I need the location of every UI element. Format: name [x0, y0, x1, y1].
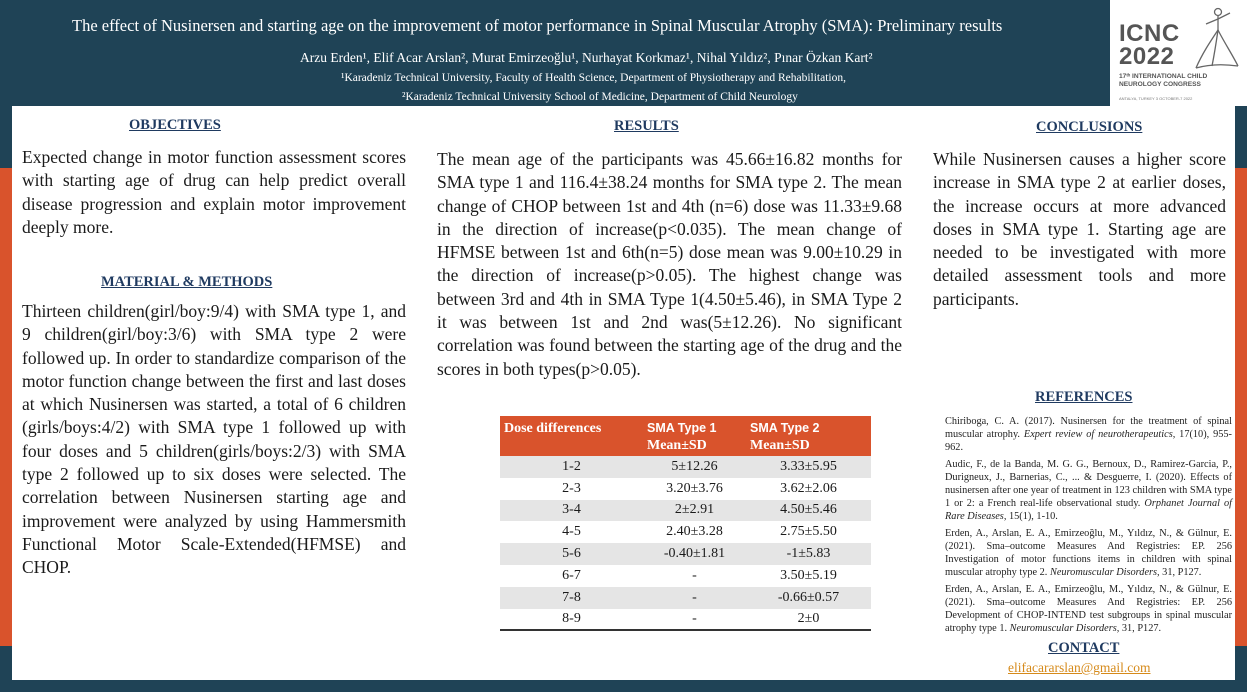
type1-cell: -	[692, 610, 697, 626]
type1-cell: 5±12.26	[671, 458, 718, 474]
type2-cell: -0.66±0.57	[777, 589, 840, 605]
col-type2-header: SMA Type 2 Mean±SD	[750, 421, 820, 453]
table-row	[500, 543, 871, 565]
type1-cell: -	[692, 589, 697, 605]
congress-logo	[1110, 0, 1247, 106]
reference-volume: 31, P127.	[1159, 567, 1202, 579]
reference-text: Erden, A., Arslan, E. A., Emirzeoğlu, M., Yıldız, N., & Gülnur, E. (2021). Sma–outcome Measures And Registries: EP. 256 Investigation of motor functions items in children with spinal muscular atrophy type 2.	[945, 527, 1232, 579]
logo-wordmark	[1119, 22, 1180, 68]
affiliation-1: ¹Karadeniz Technical University, Faculty of Health Science, Department of Physiotherapy and Rehabilitation,	[341, 72, 846, 84]
reference-text: Audic, F., de la Banda, M. G. G., Bernoux, D., Ramirez-Garcia, P., Durigneux, J., Barnerias, C., ... & Desguerre, I. (2020). Effects of nusinersen after one year of treatment in 123 children with SMA type 1 or 2: a French real-life observational study.	[945, 458, 1232, 510]
results-heading: RESULTS	[614, 118, 679, 134]
poster-header	[0, 0, 1110, 106]
table-row	[500, 478, 871, 500]
table-row	[500, 521, 871, 543]
type1-cell: 2±2.91	[674, 502, 715, 518]
reference-volume: 15(1), 1-10.	[1006, 511, 1058, 523]
logo-subtitle	[1119, 73, 1207, 89]
logo-subtitle-1: 17ᵗʰ INTERNATIONAL CHILD	[1119, 73, 1208, 80]
type2-cell: 3.33±5.95	[780, 458, 837, 474]
dose-differences-table	[500, 416, 871, 631]
type1-cell: -0.40±1.81	[663, 546, 726, 562]
references-list	[945, 415, 1232, 639]
reference-text: Chiriboga, C. A. (2017). Nusinersen for the treatment of spinal muscular atrophy.	[945, 416, 1232, 441]
table-header-row	[500, 416, 871, 456]
author-list: Arzu Erden¹, Elif Acar Arslan², Murat Emirzeoğlu¹, Nurhayat Korkmaz¹, Nihal Yıldız², Pınar Özkan Kart²	[300, 50, 873, 65]
conclusions-text: While Nusinersen causes a higher score increase in SMA type 2 at earlier doses, the increase occurs at more advanced doses in SMA type 1. Starting age are needed to be investigated with more detailed assessment tools and more participants.	[933, 149, 1226, 309]
reference-item	[945, 527, 1232, 579]
reference-journal: Orphanet Journal of Rare Diseases,	[945, 498, 1232, 523]
contact-email-link[interactable]: elifacararslan@gmail.com	[1008, 660, 1151, 675]
type1-cell: 3.20±3.76	[666, 480, 723, 496]
dose-cell: 2-3	[562, 480, 581, 496]
type2-cell: -1±5.83	[786, 546, 831, 562]
dose-cell: 4-5	[562, 524, 581, 540]
reference-item	[945, 458, 1232, 523]
table-row	[500, 500, 871, 522]
logo-subtitle-2: NEUROLOGY CONGRESS	[1119, 81, 1201, 88]
dose-cell: 3-4	[562, 502, 581, 518]
col-type1-header: SMA Type 1 Mean±SD	[647, 421, 717, 453]
conclusions-heading: CONCLUSIONS	[1036, 119, 1143, 135]
table-row	[500, 609, 871, 631]
type1-cell: 2.40±3.28	[666, 524, 723, 540]
methods-heading: MATERIAL & METHODS	[101, 274, 273, 290]
reference-item	[945, 583, 1232, 635]
dose-cell: 5-6	[562, 546, 581, 562]
dose-cell: 6-7	[562, 567, 581, 583]
methods-text: Thirteen children(girl/boy:9/4) with SMA type 1, and 9 children(girl/boy:3/6) with SMA type 2 were followed up. In order to standardize comparison of the motor function change between the first and last doses at which Nusinersen was started, a total of 6 children (girls/boys:4/2) with SMA type 1 followed up with four doses and 5 children(girls/boys:2/3) with SMA type 2 followed up to six doses were selected. The correlation between Nusinersen starting age and improvement were analyzed by using Hammersmith Functional Motor Scale-Extended(HFMSE) and CHOP.	[22, 301, 406, 578]
dancer-icon	[1190, 4, 1242, 72]
objectives-text: Expected change in motor function assessment scores with starting age of drug can help predict overall disease progression and explain motor improvement deeply more.	[22, 147, 406, 237]
logo-line-2: 2022	[1119, 43, 1175, 70]
reference-journal: Neuromuscular Disorders,	[1009, 622, 1120, 634]
type2-cell: 2.75±5.50	[780, 524, 837, 540]
right-accent-band	[1235, 168, 1247, 646]
dose-cell: 8-9	[562, 610, 581, 626]
reference-text: Erden, A., Arslan, E. A., Emirzeoğlu, M., Yıldız, N., & Gülnur, E. (2021). Sma–outcome Measures And Registries: EP. 256 Development of CHOP-INTEND test subgroups in spinal muscular atrophy type 1.	[945, 583, 1232, 634]
left-accent-band	[0, 168, 12, 646]
reference-journal: Neuromuscular Disorders,	[1049, 567, 1160, 579]
logo-line-1: ICNC	[1119, 20, 1180, 47]
col-dose-header: Dose differences	[504, 421, 602, 436]
type2-cell: 3.50±5.19	[780, 567, 837, 583]
type1-cell: -	[692, 567, 697, 583]
table-row	[500, 456, 871, 478]
reference-item	[945, 415, 1232, 454]
logo-dates: ANTALYA, TURKEY 3 OCTOBER-7 2022	[1119, 96, 1193, 101]
reference-volume: 31, P127.	[1119, 622, 1162, 634]
type2-cell: 2±0	[797, 610, 820, 626]
references-heading: REFERENCES	[1035, 389, 1133, 405]
poster-title: The effect of Nusinersen and starting age on the improvement of motor performance in Spinal Muscular Atrophy (SMA): Preliminary results	[72, 16, 1003, 35]
affiliation-2: ²Karadeniz Technical University School of Medicine, Department of Child Neurology	[402, 91, 798, 103]
reference-volume: 17(10), 955-962.	[945, 429, 1232, 454]
dose-cell: 7-8	[562, 589, 581, 605]
objectives-heading: OBJECTIVES	[129, 117, 221, 133]
table-row	[500, 565, 871, 587]
type2-cell: 3.62±2.06	[780, 480, 837, 496]
contact-heading: CONTACT	[1048, 640, 1120, 656]
reference-journal: Expert review of neurotherapeutics,	[1023, 429, 1176, 441]
table-row	[500, 587, 871, 609]
results-text: The mean age of the participants was 45.66±16.82 months for SMA type 1 and 116.4±38.24 months for SMA type 2. The mean change of CHOP between 1st and 4th (n=6) dose was 11.33±9.68 in the direction of increase(p<0.035). The mean change of HFMSE between 1st and 6th(n=5) dose mean was 9.00±10.29 in the direction of increase(p>0.05). The highest change was between 3rd and 4th in SMA Type 1(4.50±5.46), in SMA Type 2 it was between 1st and 2nd was(5±12.26). No significant correlation was found between the starting age of the drug and the scores in both types(p>0.05).	[437, 149, 902, 379]
dose-cell: 1-2	[562, 458, 581, 474]
type2-cell: 4.50±5.46	[780, 502, 837, 518]
